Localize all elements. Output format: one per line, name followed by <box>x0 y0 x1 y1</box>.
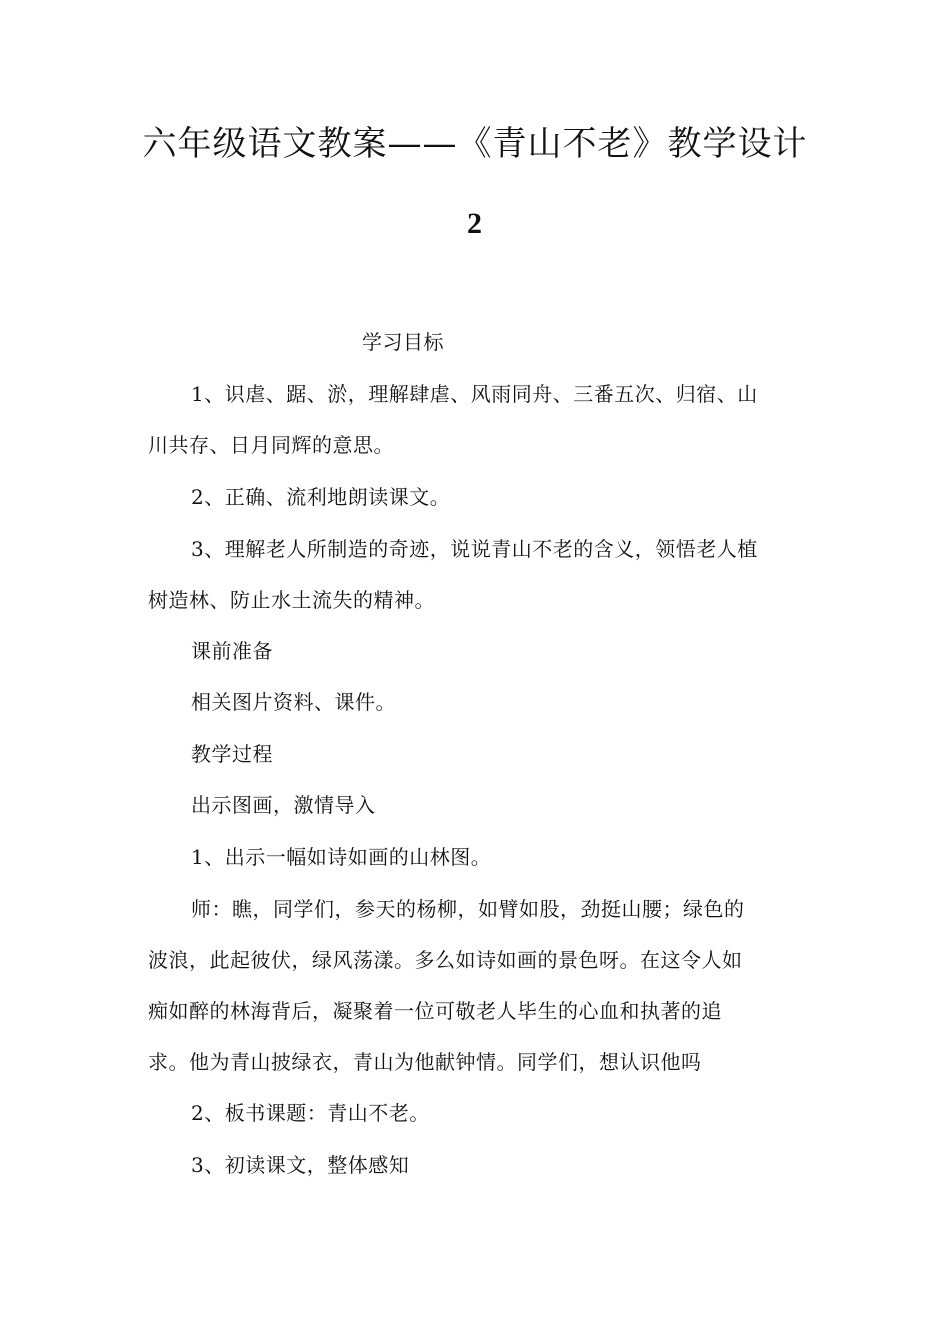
paragraph-line: 3、初读课文，整体感知 <box>191 1153 410 1177</box>
paragraph-line: 师：瞧，同学们，参天的杨柳，如臂如股，劲挺山腰；绿色的 <box>191 897 745 921</box>
paragraph-line: 川共存、日月同辉的意思。 <box>148 433 394 457</box>
section-heading: 课前准备 <box>191 639 273 663</box>
paragraph-line: 相关图片资料、课件。 <box>191 690 396 714</box>
section-heading: 出示图画，激情导入 <box>191 793 376 817</box>
paragraph-line: 求。他为青山披绿衣，青山为他献钟情。同学们，想认识他吗 <box>148 1050 702 1074</box>
paragraph-line: 3、理解老人所制造的奇迹，说说青山不老的含义，领悟老人植 <box>191 537 758 561</box>
paragraph-line: 2、板书课题：青山不老。 <box>191 1101 430 1125</box>
paragraph-line: 波浪，此起彼伏，绿风荡漾。多么如诗如画的景色呀。在这令人如 <box>148 948 743 972</box>
document-title: 六年级语文教案——《青山不老》教学设计 <box>142 124 808 164</box>
section-heading: 教学过程 <box>191 742 273 766</box>
paragraph-line: 树造林、防止水土流失的精神。 <box>148 588 435 612</box>
paragraph-line: 痴如醉的林海背后，凝聚着一位可敬老人毕生的心血和执著的追 <box>148 999 722 1023</box>
paragraph-line: 1、识虐、踞、淤，理解肆虐、风雨同舟、三番五次、归宿、山 <box>191 382 758 406</box>
document-title-number: 2 <box>467 207 483 240</box>
paragraph-line: 1、出示一幅如诗如画的山林图。 <box>191 845 492 869</box>
paragraph-line: 2、正确、流利地朗读课文。 <box>191 485 451 509</box>
heading-objectives: 学习目标 <box>362 330 444 354</box>
